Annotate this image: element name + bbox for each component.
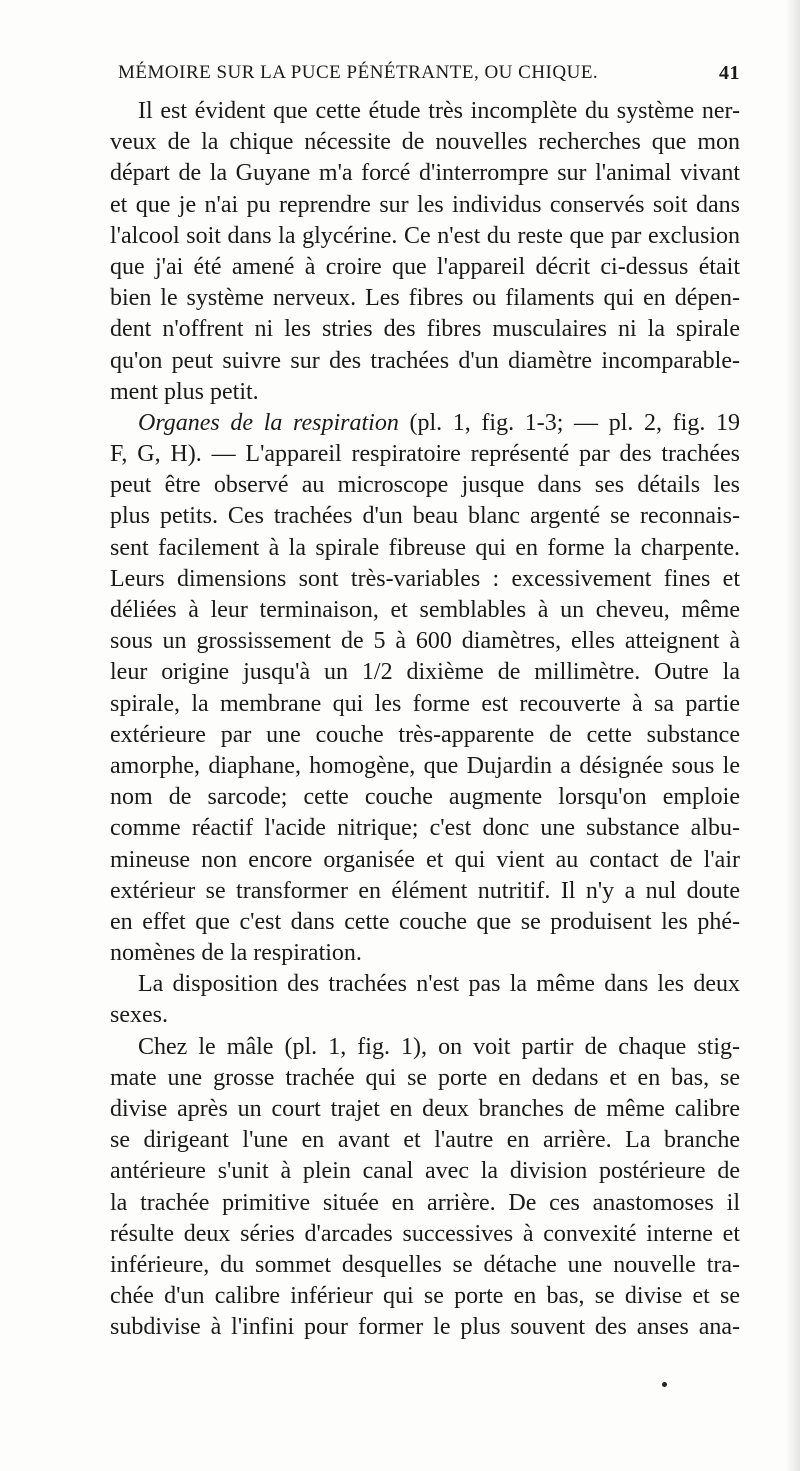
text-line: se dirigeant l'une en avant et l'autre en arrière. La branche [110,1127,740,1154]
page-number: 41 [719,62,740,84]
text-line: subdivise à l'infini pour former le plus souvent des anses ana- [110,1314,740,1341]
text-line: divise après un court trajet en deux branches de même calibre [110,1096,740,1122]
text-line: nom de sarcode; cette couche augmente lorsqu'on emploie [110,784,740,811]
text-line: F, G, H). — L'appareil respiratoire représenté par des trachées [110,441,740,468]
text-line: veux de la chique nécessite de nouvelles recherches que mon [110,129,740,156]
text-line: déliées à leur terminaison, et semblables à un cheveu, même [110,597,740,623]
section-title: Organes de la respiration [138,409,399,436]
text-line: et que je n'ai pu reprendre sur les individus conservés soit dans [110,191,740,218]
text-line: amorphe, diaphane, homogène, que Dujardin a désignée sous le [110,752,740,779]
text-line: en effet que c'est dans cette couche que se produisent les phé- [110,908,740,935]
text-line: Leurs dimensions sont très-variables : excessivement fines et [110,565,740,592]
text-line: dent n'offrent ni les stries des fibres musculaires ni la spirale [110,316,740,343]
text-line: inférieure, du sommet desquelles se détache une nouvelle tra- [110,1251,740,1278]
text-line: résulte deux séries d'arcades successives à convexité interne et [110,1220,740,1247]
text-line: plus petits. Ces trachées d'un beau blanc argenté se reconnais- [110,503,740,530]
text-line: nomènes de la respiration. [110,940,362,967]
text-line: extérieure par une couche très-apparente de cette substance [110,721,740,748]
text-line: la trachée primitive située en arrière. De ces anastomoses il [110,1189,740,1216]
text-line: leur origine jusqu'à un 1/2 dixième de millimètre. Outre la [110,659,740,686]
text-line: mate une grosse trachée qui se porte en dedans et en bas, se [110,1064,740,1091]
text-line: La disposition des trachées n'est pas la même dans les deux [138,971,740,998]
text-line: comme réactif l'acide nitrique; c'est donc une substance albu- [110,815,740,842]
text-line: sent facilement à la spirale fibreuse qui en forme la charpente. [110,534,740,561]
text-line: départ de la Guyane m'a forcé d'interrompre sur l'animal vivant [110,160,740,187]
text-line: que j'ai été amené à croire que l'appareil décrit ci-dessus était [110,253,740,280]
text-line: antérieure s'unit à plein canal avec la division postérieure de [110,1158,740,1185]
text-line: sous un grossissement de 5 à 600 diamètres, elles atteignent à [110,628,740,655]
ink-dot-mark [662,1382,667,1387]
text-line: bien le système nerveux. Les fibres ou filaments qui en dépen- [110,285,740,312]
section-heading-line [110,408,740,439]
text-line: sexes. [110,1002,168,1029]
text-line: Il est évident que cette étude très incomplète du système ner- [138,98,740,124]
text-line: extérieur se transformer en élément nutritif. Il n'y a nul doute [110,877,740,904]
text-line: Chez le mâle (pl. 1, fig. 1), on voit partir de chaque stig- [138,1033,740,1060]
text-line: peut être observé au microscope jusque dans ses détails les [110,472,740,499]
text-line: spirale, la membrane qui les forme est recouverte à sa partie [110,690,740,717]
running-title: MÉMOIRE SUR LA PUCE PÉNÉTRANTE, OU CHIQUE. [118,62,599,83]
page-edge-shadow [786,0,800,1471]
body-text [110,96,740,1344]
section-heading-rest: (pl. 1, fig. 1-3; — pl. 2, fig. 19 [398,409,740,436]
text-line: chée d'un calibre inférieur qui se porte en bas, se divise et se [110,1283,740,1310]
text-line: mineuse non encore organisée et qui vient au contact de l'air [110,846,740,873]
text-line: l'alcool soit dans la glycérine. Ce n'est du reste que par exclusion [110,222,740,249]
text-line: ment plus petit. [110,378,259,405]
text-line: qu'on peut suivre sur des trachées d'un diamètre incomparable- [110,347,740,374]
page-header [118,62,740,92]
